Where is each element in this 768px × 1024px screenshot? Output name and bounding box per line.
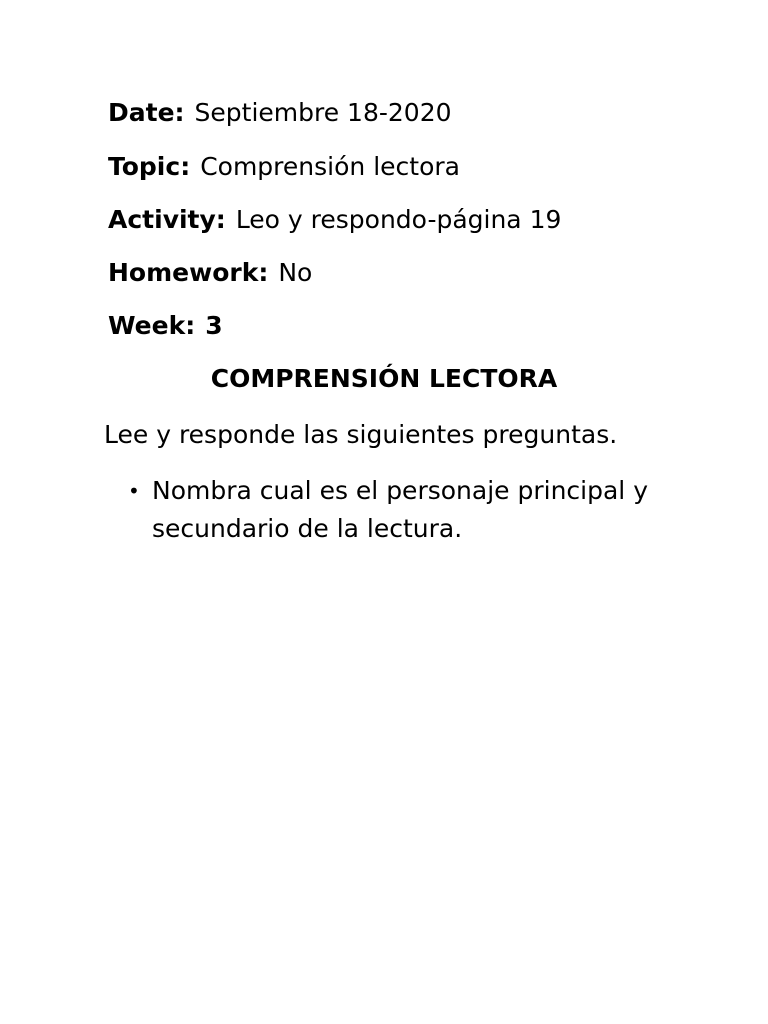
week-value: 3 (205, 311, 223, 340)
list-item (128, 472, 688, 548)
instruction-text: Lee y responde las siguientes preguntas. (104, 420, 618, 449)
week-row (108, 309, 223, 343)
activity-value: Leo y respondo-página 19 (235, 205, 562, 234)
date-value: Septiembre 18-2020 (194, 98, 452, 127)
topic-value: Comprensión lectora (200, 152, 460, 181)
date-row (108, 96, 452, 130)
date-label: Date: (108, 98, 185, 127)
section-heading: COMPRENSIÓN LECTORA (210, 364, 558, 393)
activity-label: Activity: (108, 205, 226, 234)
activity-row (108, 203, 561, 237)
topic-label: Topic: (108, 152, 191, 181)
topic-row (108, 150, 460, 184)
homework-row (108, 256, 312, 290)
bullet-icon: • (128, 479, 140, 503)
homework-label: Homework: (108, 258, 269, 287)
week-label: Week: (108, 311, 196, 340)
question-text: Nombra cual es el personaje principal y secundario de la lectura. (152, 476, 648, 543)
homework-value: No (278, 258, 313, 287)
